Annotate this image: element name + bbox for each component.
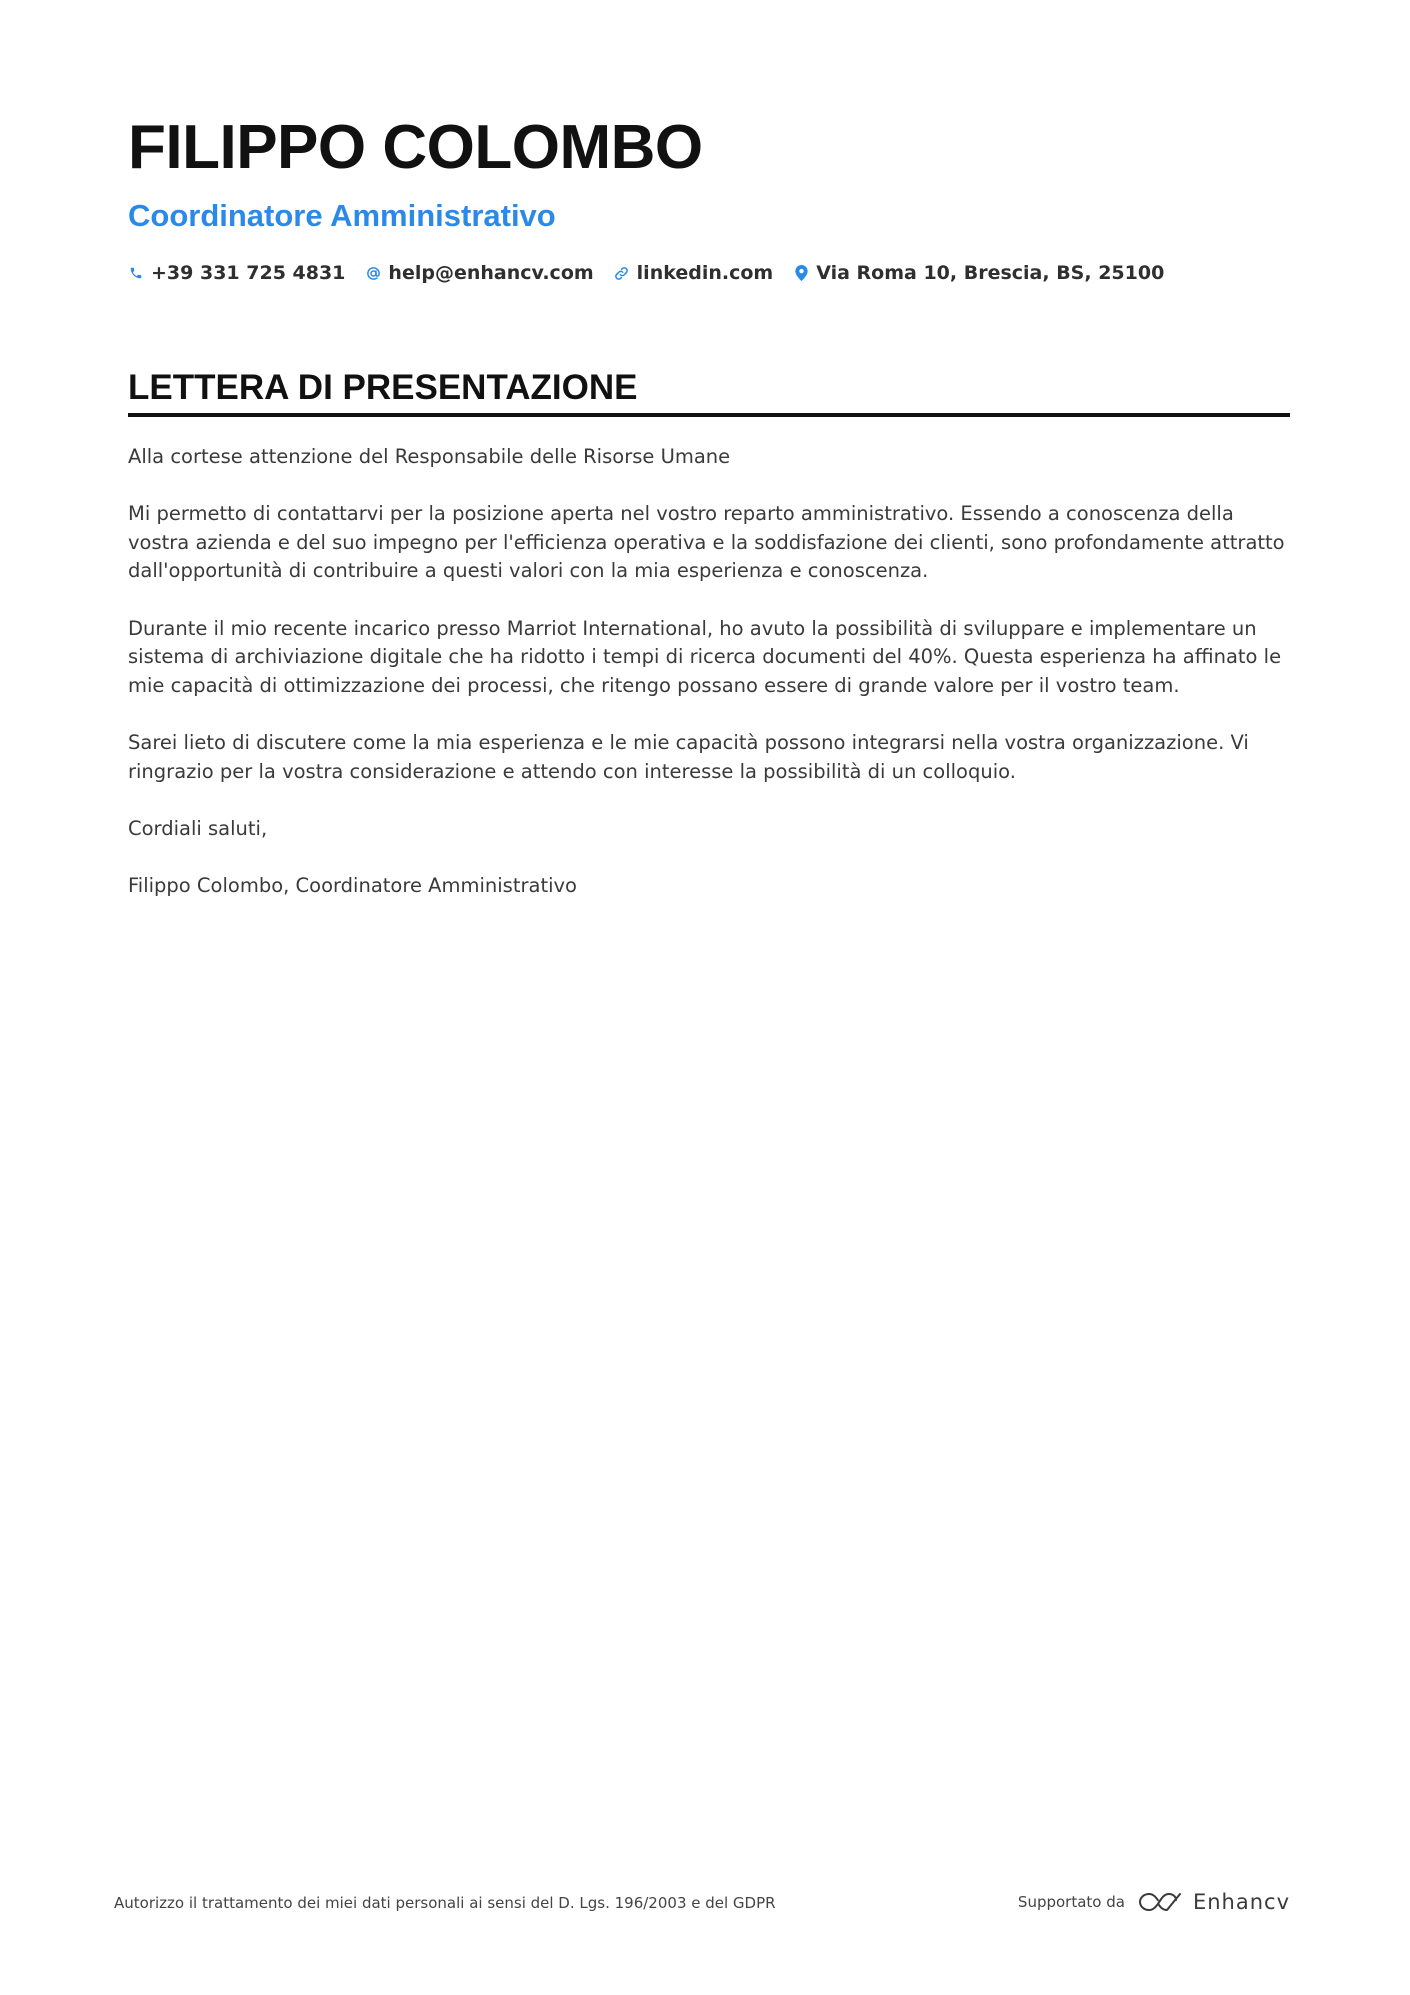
header: [128, 108, 1288, 284]
letter-closing: Cordiali saluti,: [128, 816, 268, 840]
phone-icon: [128, 264, 144, 282]
contact-phone: [128, 262, 345, 284]
letter-body: [128, 443, 1290, 901]
contact-bar: [128, 262, 1288, 284]
letter-paragraph-1: Mi permetto di contattarvi per la posizione aperta nel vostro reparto amministrativo. Essendo a conoscenza della vostra azienda e del suo impegno per l'efficienza operativa e la soddisfazione dei clienti, sono profondamente attratto dall'opportunità di contribuire a questi valori con la mia esperienza e conoscenza.: [128, 502, 1285, 583]
letter-greeting: Alla cortese attenzione del Responsabile delle Risorse Umane: [128, 445, 731, 468]
privacy-consent: Autorizzo il trattamento dei miei dati personali ai sensi del D. Lgs. 196/2003 e del GDPR: [114, 1894, 776, 1912]
linkedin-link[interactable]: linkedin.com: [636, 262, 774, 284]
applicant-name: FILIPPO COLOMBO: [128, 113, 703, 182]
contact-linkedin: [614, 262, 774, 284]
address: Via Roma 10, Brescia, BS, 25100: [816, 262, 1165, 284]
letter-paragraph-3: Sarei lieto di discutere come la mia esperienza e le mie capacità possono integrarsi nella vostra organizzazione. Vi ringrazio per la vostra considerazione e attendo con interesse la possibilità di un colloquio.: [128, 730, 1249, 783]
brand-name: Enhancv: [1192, 1890, 1290, 1914]
letter-signature: Filippo Colombo, Coordinatore Amministrativo: [128, 873, 577, 897]
footer: [114, 1882, 1290, 1922]
location-pin-icon: [793, 264, 809, 282]
link-icon: [614, 264, 630, 282]
letter-paragraph-2: Durante il mio recente incarico presso Marriot International, ho avuto la possibilità di sviluppare e implementare un sistema di archiviazione digitale che ha ridotto i tempi di ricerca documenti del 40%. Questa esperienza ha affinato le mie capacità di ottimizzazione dei processi, che ritengo possano essere di grande valore per il vostro team.: [128, 616, 1282, 697]
contact-address: [793, 262, 1164, 284]
powered-by[interactable]: [1018, 1882, 1290, 1922]
cover-letter-section: [128, 366, 1290, 929]
enhancv-logo-icon: [1137, 1890, 1183, 1914]
job-title: Coordinatore Amministrativo: [128, 198, 556, 233]
powered-by-label: Supportato da: [1017, 1893, 1125, 1911]
at-icon: [365, 264, 381, 282]
phone-number: +39 331 725 4831: [151, 262, 346, 284]
contact-email: [365, 262, 593, 284]
email-link[interactable]: help@enhancv.com: [388, 262, 594, 284]
section-title: LETTERA DI PRESENTAZIONE: [128, 366, 1290, 417]
